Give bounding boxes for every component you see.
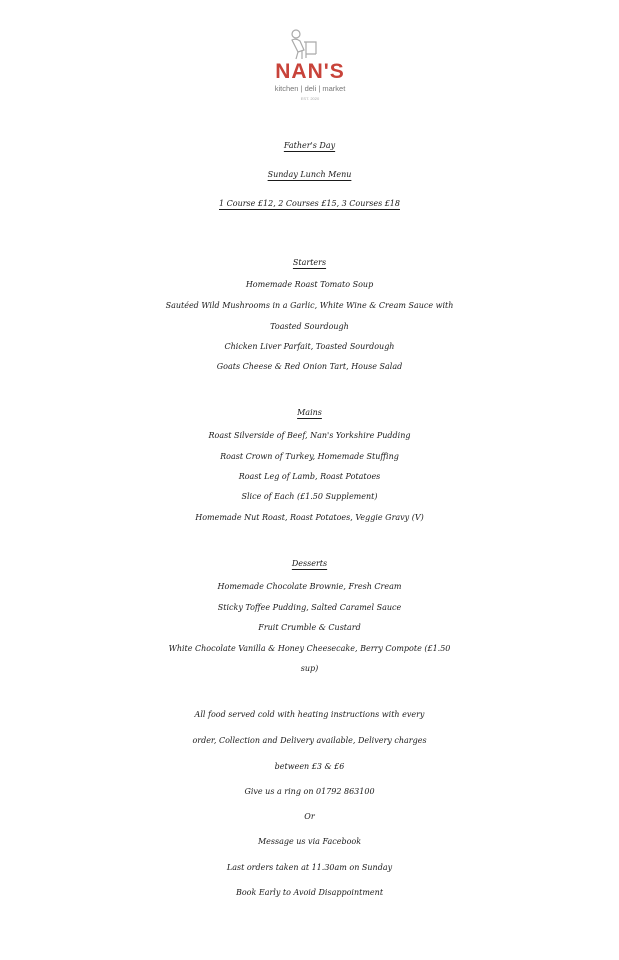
starter-line: Goats Cheese & Red Onion Tart, House Salad xyxy=(216,362,403,371)
footer-line: Last orders taken at 11.30am on Sunday xyxy=(226,863,393,872)
starter-line: Homemade Roast Tomato Soup xyxy=(245,280,374,289)
main-line: Homemade Nut Roast, Roast Potatoes, Veggie Gravy (V) xyxy=(195,513,424,522)
dessert-line: Homemade Chocolate Brownie, Fresh Cream xyxy=(217,582,402,591)
title-line-1: Father's Day xyxy=(283,141,336,150)
main-line: Roast Leg of Lamb, Roast Potatoes xyxy=(238,472,381,481)
main-line: Roast Crown of Turkey, Homemade Stuffing xyxy=(220,452,399,461)
phone-line: Give us a ring on 01792 863100 xyxy=(244,787,375,796)
logo-tagline: kitchen | deli | market xyxy=(274,84,346,93)
logo-small-text: EST. 2020 xyxy=(300,96,320,101)
dessert-line: Sticky Toffee Pudding, Salted Caramel Sauce xyxy=(217,603,402,612)
footer-line: All food served cold with heating instructions with every xyxy=(194,710,425,719)
footer-line: Or xyxy=(304,812,315,821)
logo-name: NAN'S xyxy=(275,60,345,83)
main-line: Slice of Each (£1.50 Supplement) xyxy=(241,492,378,501)
price-line: 1 Course £12, 2 Courses £15, 3 Courses £18 xyxy=(219,199,400,208)
dessert-line: sup) xyxy=(300,664,319,673)
starters-heading: Starters xyxy=(292,258,327,267)
footer-line: between £3 & £6 xyxy=(274,762,345,771)
seated-figure-icon xyxy=(282,28,322,60)
mains-heading: Mains xyxy=(297,408,322,417)
nans-logo xyxy=(240,28,380,108)
footer-line: Book Early to Avoid Disappointment xyxy=(235,888,384,897)
dessert-line: White Chocolate Vanilla & Honey Cheesecake, Berry Compote (£1.50 xyxy=(168,644,451,653)
desserts-heading: Desserts xyxy=(291,559,328,568)
footer-line: order, Collection and Delivery available, Delivery charges xyxy=(192,736,427,745)
title-line-2: Sunday Lunch Menu xyxy=(267,170,352,179)
dessert-line: Fruit Crumble & Custard xyxy=(258,623,361,632)
main-line: Roast Silverside of Beef, Nan's Yorkshire Pudding xyxy=(208,431,411,440)
starter-line: Chicken Liver Parfait, Toasted Sourdough xyxy=(224,342,395,351)
starter-line: Toasted Sourdough xyxy=(270,322,349,331)
facebook-line: Message us via Facebook xyxy=(257,837,362,846)
starter-line: Sautéed Wild Mushrooms in a Garlic, White Wine & Cream Sauce with xyxy=(165,301,454,310)
